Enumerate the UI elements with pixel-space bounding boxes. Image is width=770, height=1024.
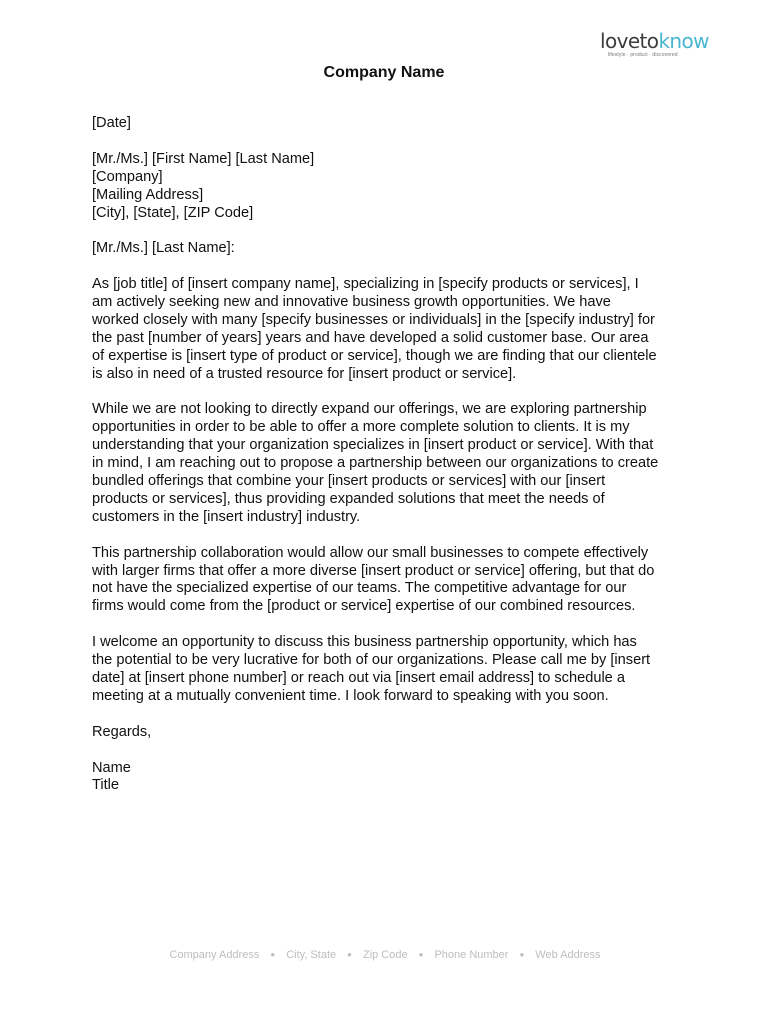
body-paragraph-1: As [job title] of [insert company name], specializing in [specify products or services], I am actively seeking new and innovative business growth opportunities. We have worked closely with many [specify businesses or individuals] in the [specify industry] for the past [number of years] years and have developed a solid customer base. Our area of expertise is [insert type of product or service], though we are finding that our clientele is also in need of a trusted resource for [insert product or service]. (92, 276, 657, 382)
body-paragraph-2: While we are not looking to directly expand our offerings, we are exploring partnership opportunities in order to be able to offer a more complete solution to clients. It is my understanding that your organization specializes in [insert product or service]. With that in mind, I am reaching out to propose a partnership between our organizations to create bundled offerings that combine your [insert products or services] with our [insert products or services], thus providing expanded solutions that meet the needs of customers in the [insert industry] industry. (92, 401, 659, 525)
lovetoknow-logo (600, 30, 716, 58)
logo-to: to (639, 29, 659, 53)
logo-love: love (600, 29, 640, 53)
footer-separator: ● (519, 950, 525, 959)
letter-date: [Date] (92, 115, 131, 131)
signature-title: Title (92, 777, 120, 794)
signature-block (92, 760, 692, 796)
footer-company-address: Company Address (169, 949, 260, 961)
closing: Regards, (92, 723, 152, 740)
footer-phone-number: Phone Number (434, 949, 509, 961)
logo-tagline: lifestyle · product · discovered (608, 52, 678, 58)
footer-zip-code: Zip Code (362, 949, 408, 961)
recipient-name: [Mr./Ms.] [First Name] [Last Name] (92, 150, 315, 167)
salutation: [Mr./Ms.] [Last Name]: (92, 240, 235, 257)
letter-body (92, 115, 692, 813)
company-name-heading: Company Name (323, 64, 445, 81)
recipient-block (92, 151, 692, 223)
recipient-mailing-address: [Mailing Address] (92, 186, 204, 203)
recipient-company: [Company] (92, 168, 163, 185)
footer-separator: ● (270, 950, 276, 959)
recipient-city-state-zip: [City], [State], [ZIP Code] (92, 204, 254, 221)
footer-separator: ● (347, 950, 352, 959)
footer-separator: ● (418, 950, 424, 959)
logo-know: know (658, 29, 709, 53)
letter-footer (0, 948, 770, 962)
signature-name: Name (92, 759, 131, 776)
body-paragraph-4: I welcome an opportunity to discuss this business partnership opportunity, which has the potential to be very lucrative for both of our organizations. Please call me by [insert date] at [insert phone number] or reach out via [insert email address] to schedule a meeting at a mutually convenient time. I look forward to speaking with you soon. (92, 634, 651, 704)
logo-wordmark (600, 30, 716, 52)
body-paragraph-3: This partnership collaboration would allow our small businesses to compete effectively with larger firms that offer a more diverse [insert product or service] offering, but that do not have the specialized expertise of our teams. The competitive advantage for our firms would come from the [product or service] expertise of our combined resources. (92, 544, 655, 615)
footer-city-state: City, State (286, 949, 337, 961)
footer-web-address: Web Address (535, 949, 601, 961)
